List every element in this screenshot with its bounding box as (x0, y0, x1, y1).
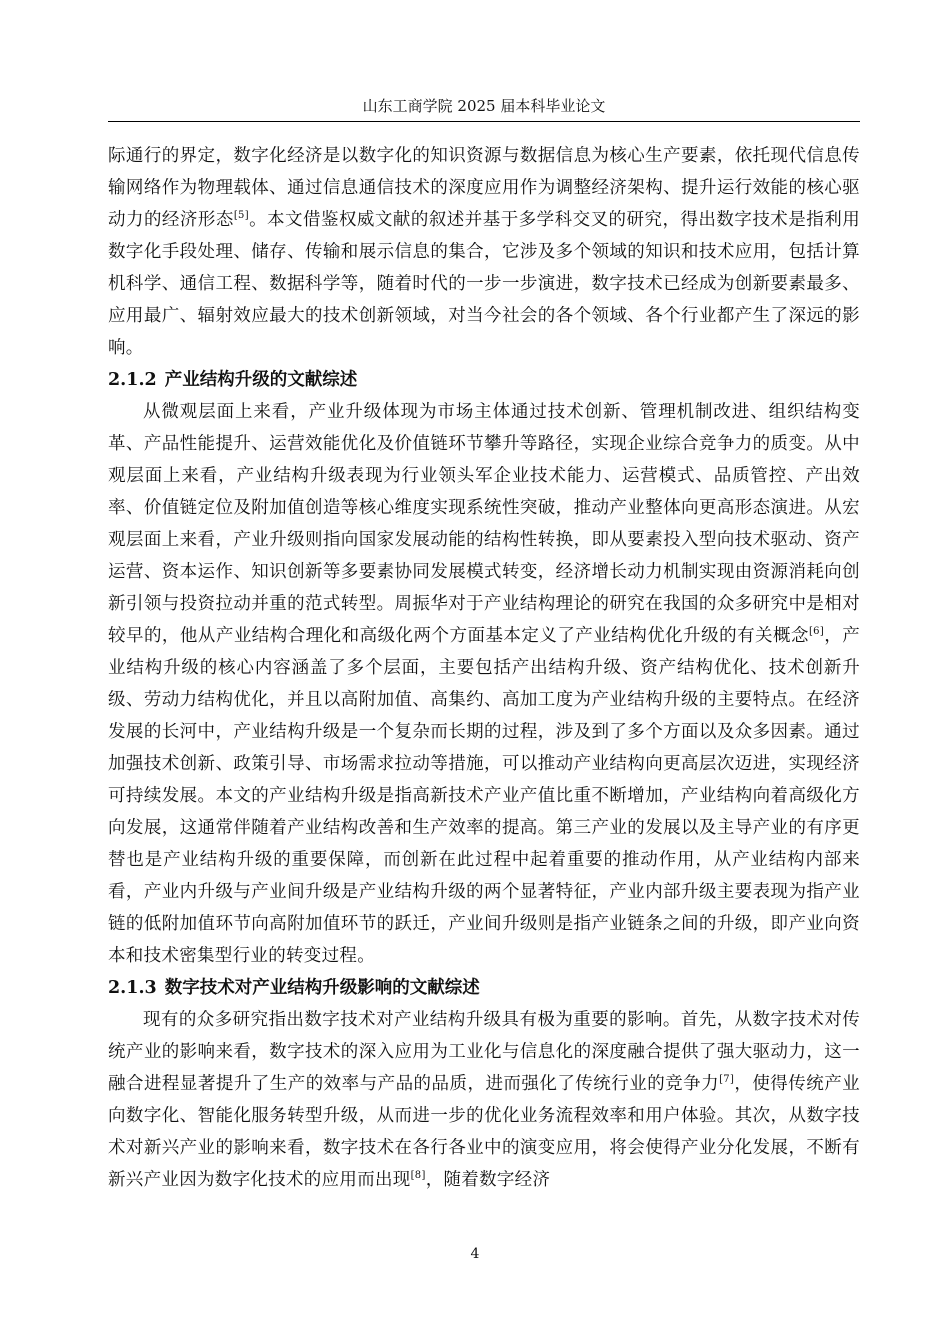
paragraph-digital-economy: 际通行的界定，数字化经济是以数字化的知识资源与数据信息为核心生产要素，依托现代信息传输网络作为物理载体、通过信息通信技术的深度应用作为调整经济架构、提升运行效能的核心驱动力的经济形态[5]。本文借鉴权威文献的叙述并基于多学科交叉的研究，得出数字技术是指利用数字化手段处理、储存、传输和展示信息的集合，它涉及多个领域的知识和技术应用，包括计算机科学、通信工程、数据科学等，随着时代的一步一步演进，数字技术已经成为创新要素最多、应用最广、辐射效应最大的技术创新领域，对当今社会的各个领域、各个行业都产生了深远的影响。 (108, 146, 860, 358)
citation-7: [7] (719, 1074, 735, 1086)
citation-5: [5] (233, 210, 249, 222)
citation-8: [8] (410, 1170, 426, 1182)
section-heading-2-1-2: 2.1.2 产业结构升级的文献综述 (108, 370, 358, 390)
header-rule (108, 121, 860, 122)
running-header: 山东工商学院 2025 届本科毕业论文 (362, 97, 606, 115)
paragraph-digital-tech-impact: 现有的众多研究指出数字技术对产业结构升级具有极为重要的影响。首先，从数字技术对传统产业的影响来看，数字技术的深入应用为工业化与信息化的深度融合提供了强大驱动力，这一融合进程显著提升了生产的效率与产品的品质，进而强化了传统行业的竞争力[7]，使得传统产业向数字化、智能化服务转型升级，从而进一步的优化业务流程效率和用户体验。其次，从数字技术对新兴产业的影响来看，数字技术在各行各业中的演变应用，将会使得产业分化发展，不断有新兴产业因为数字化技术的应用而出现[8]，随着数字经济 (108, 1010, 860, 1190)
paragraph-industrial-upgrade: 从微观层面上来看，产业升级体现为市场主体通过技术创新、管理机制改进、组织结构变革、产品性能提升、运营效能优化及价值链环节攀升等路径，实现企业综合竞争力的质变。从中观层面上来看，产业结构升级表现为行业领头军企业技术能力、运营模式、品质管控、产出效率、价值链定位及附加值创造等核心维度实现系统性突破，推动产业整体向更高形态演进。从宏观层面上来看，产业升级则指向国家发展动能的结构性转换，即从要素投入型向技术驱动、资产运营、资本运作、知识创新等多要素协同发展模式转变，经济增长动力机制实现由资源消耗向创新引领与投资拉动并重的范式转型。周振华对于产业结构理论的研究在我国的众多研究中是相对较早的，他从产业结构合理化和高级化两个方面基本定义了产业结构优化升级的有关概念[6]，产业结构升级的核心内容涵盖了多个层面，主要包括产出结构升级、资产结构优化、技术创新升级、劳动力结构优化，并且以高附加值、高集约、高加工度为产业结构升级的主要特点。在经济发展的长河中，产业结构升级是一个复杂而长期的过程，涉及到了多个方面以及众多因素。通过加强技术创新、政策引导、市场需求拉动等措施，可以推动产业结构向更高层次迈进，实现经济可持续发展。本文的产业结构升级是指高新技术产业产值比重不断增加，产业结构向着高级化方向发展，这通常伴随着产业结构改善和生产效率的提高。第三产业的发展以及主导产业的有序更替也是产业结构升级的重要保障，而创新在此过程中起着重要的推动作用，从产业结构内部来看，产业内升级与产业间升级是产业结构升级的两个显著特征，产业内部升级主要表现为指产业链的低附加值环节向高附加值环节的跃迁，产业间升级则是指产业链条之间的升级，即产业向资本和技术密集型行业的转变过程。 (108, 402, 860, 966)
citation-6: [6] (808, 626, 825, 638)
page-body (108, 140, 860, 1196)
page-number: 4 (470, 1246, 480, 1262)
section-heading-2-1-3: 2.1.3 数字技术对产业结构升级影响的文献综述 (108, 978, 480, 998)
